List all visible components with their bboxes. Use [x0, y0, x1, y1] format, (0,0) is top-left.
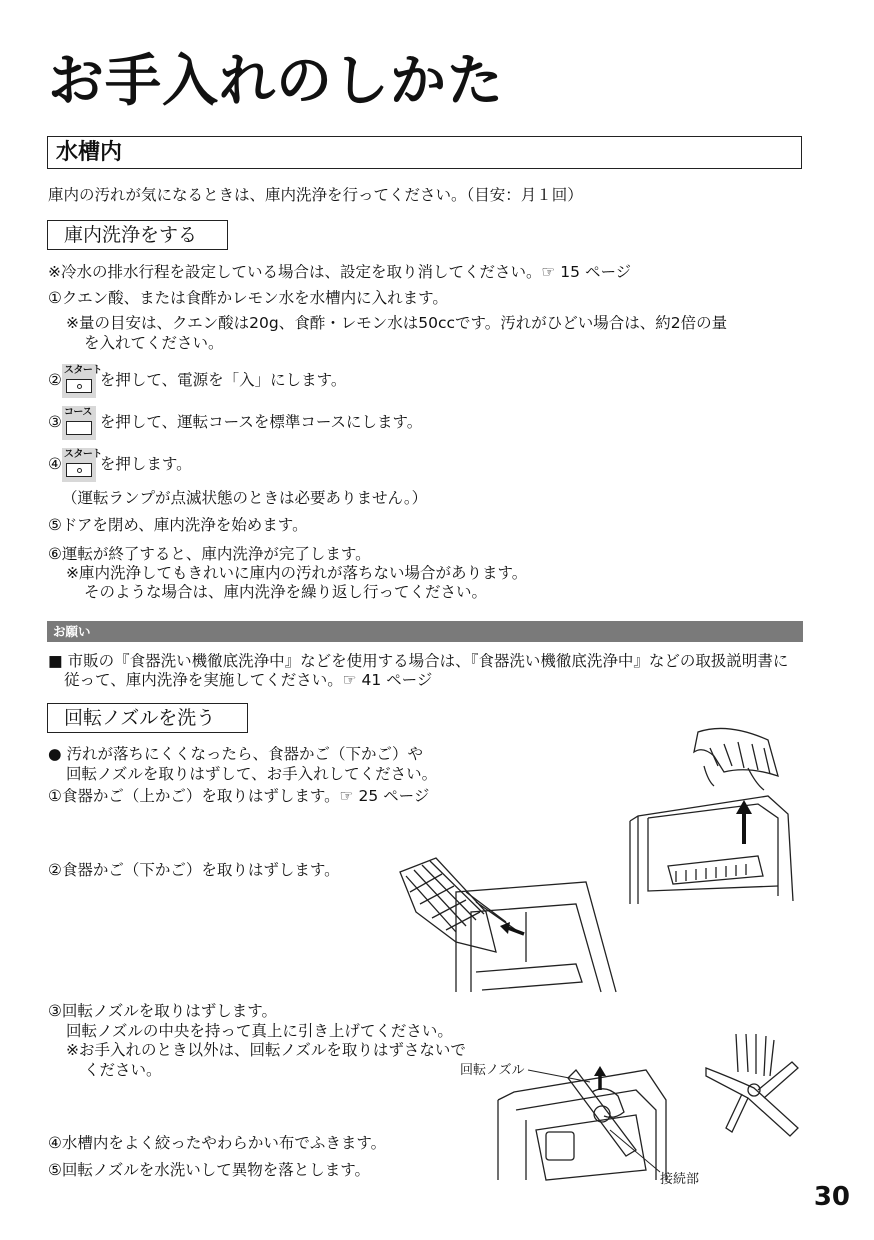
- step-4-note: （運転ランプが点滅状態のときは必要ありません。）: [62, 489, 428, 507]
- page-number: 30: [813, 1182, 850, 1212]
- course-button-icon: コース: [62, 406, 96, 440]
- subsection-heading-box: [47, 220, 228, 250]
- nozzle-step-3-note: ※お手入れのとき以外は、回転ノズルを取りはずさないで: [66, 1041, 466, 1059]
- section-heading-box: [47, 136, 802, 169]
- step-3: ③ コース を押して、運転コースを標準コースにします。: [48, 404, 422, 440]
- nozzle-closeup-illustration: [702, 1032, 802, 1138]
- nozzle-bullet-cont: 回転ノズルを取りはずして、お手入れしてください。: [66, 765, 438, 783]
- start-button-icon: スタート: [62, 448, 96, 482]
- step-6: ⑥運転が終了すると、庫内洗浄が完了します。: [48, 545, 371, 563]
- notice-bar: [47, 621, 803, 642]
- section-intro: 庫内の汚れが気になるときは、庫内洗浄を行ってください。（目安：月１回）: [48, 186, 583, 204]
- nozzle-step-3: ③回転ノズルを取りはずします。: [48, 1002, 278, 1020]
- callout-joint-label: 接続部: [660, 1172, 700, 1187]
- nozzle-step-2: ②食器かご（下かご）を取りはずします。: [48, 861, 340, 879]
- step-4: ④ スタート を押します。: [48, 446, 192, 482]
- step-1-note: ※量の目安は、クエン酸は20g、食酢・レモン水は50ccです。汚れがひどい場合は、約2倍の量: [66, 314, 728, 332]
- step-6-note-cont: そのような場合は、庫内洗浄を繰り返し行ってください。: [84, 583, 488, 601]
- cold-water-note: ※冷水の排水行程を設定している場合は、設定を取り消してください。☞ 15 ページ: [48, 263, 632, 281]
- callout-lines: [520, 1060, 670, 1180]
- nozzle-step-3-note-cont: ください。: [84, 1061, 162, 1079]
- page-title: お手入れのしかた: [48, 49, 504, 114]
- section-heading: 水槽内: [56, 140, 123, 165]
- notice-heading: お願い: [53, 624, 91, 639]
- step-2: ② スタート を押して、電源を「入」にします。: [48, 362, 346, 398]
- nozzle-step-1: ①食器かご（上かご）を取りはずします。☞ 25 ページ: [48, 787, 430, 805]
- nozzle-step-3-line2: 回転ノズルの中央を持って真上に引き上げてください。: [66, 1022, 453, 1040]
- nozzle-step-5: ⑤回転ノズルを水洗いして異物を落とします。: [48, 1161, 371, 1179]
- step-5: ⑤ドアを閉め、庫内洗浄を始めます。: [48, 516, 308, 534]
- upper-basket-removal-illustration: [628, 726, 804, 906]
- subsection-heading-box: [47, 703, 248, 733]
- nozzle-bullet: ● 汚れが落ちにくくなったら、食器かご（下かご）や: [48, 745, 423, 763]
- subsection-heading: 庫内洗浄をする: [64, 224, 198, 246]
- lower-basket-removal-illustration: [396, 852, 618, 994]
- start-button-icon: スタート: [62, 364, 96, 398]
- notice-line-1: ■ 市販の『食器洗い機徹底洗浄中』などを使用する場合は、『食器洗い機徹底洗浄中』などの取扱説明書に: [48, 652, 789, 670]
- notice-line-2: 従って、庫内洗浄を実施してください。☞ 41 ページ: [64, 671, 433, 689]
- step-1-note-cont: を入れてください。: [84, 334, 224, 352]
- step-1: ①クエン酸、または食酢かレモン水を水槽内に入れます。: [48, 289, 448, 307]
- step-6-note: ※庫内洗浄してもきれいに庫内の汚れが落ちない場合があります。: [66, 564, 528, 582]
- callout-nozzle-label: 回転ノズル: [460, 1063, 525, 1078]
- subsection-heading: 回転ノズルを洗う: [64, 707, 216, 729]
- nozzle-step-4: ④水槽内をよく絞ったやわらかい布でふきます。: [48, 1134, 387, 1152]
